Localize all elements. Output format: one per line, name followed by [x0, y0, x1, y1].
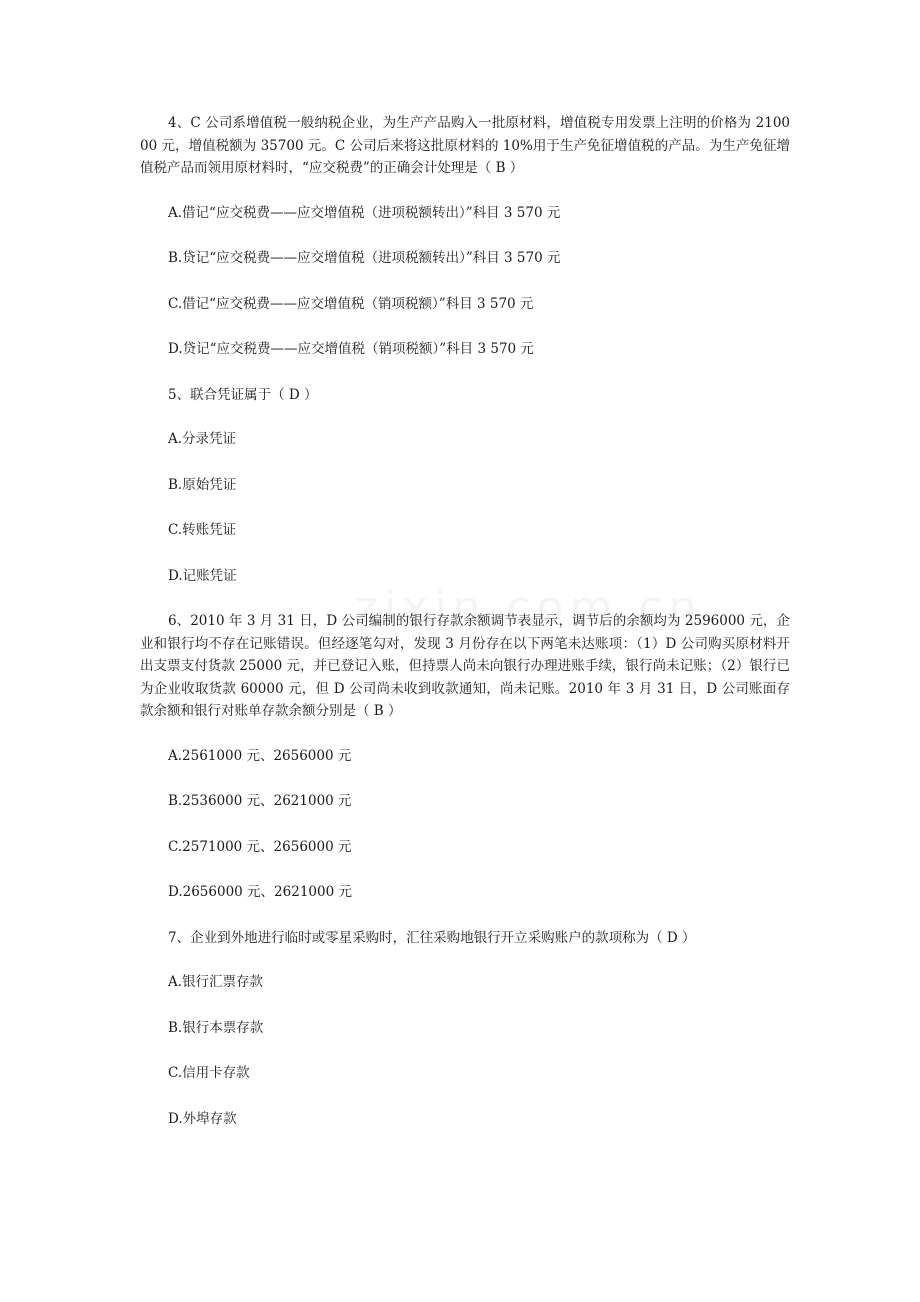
answer-option: C.转账凭证: [168, 522, 237, 538]
question-text: 5、联合凭证属于（ D ）: [168, 386, 318, 403]
question-block: [140, 927, 790, 1131]
answer-option: C.信用卡存款: [168, 1065, 250, 1081]
answer-option: B.2536000 元、2621000 元: [168, 793, 352, 809]
answer-option: C.借记“应交税费——应交增值税（销项税额）”科目 3 570 元: [168, 295, 534, 312]
answer-option: D.贷记“应交税费——应交增值税（销项税额）”科目 3 570 元: [168, 341, 534, 357]
answer-option: D.外埠存款: [168, 1110, 237, 1127]
answer-option: A.借记“应交税费——应交增值税（进项税额转出）”科目 3 570 元: [168, 204, 561, 221]
answer-option: D.2656000 元、2621000 元: [168, 884, 352, 900]
answer-option: A.2561000 元、2656000 元: [168, 747, 352, 764]
question-block: [140, 610, 790, 904]
question-text: 4、C 公司系增值税一般纳税企业，为生产产品购入一批原材料，增值税专用发票上注明的价格为 210000 元，增值税额为 35700 元。C 公司后来将这批原材料的 10%用于生产免征增值税的产品。为生产免征增值税产品而领用原材料时，“应交税费”的正确会计处理是（ B ）: [140, 115, 790, 176]
question-text: 7、企业到外地进行临时或零星采购时，汇往采购地银行开立采购账户的款项称为（ D ）: [168, 929, 696, 946]
question-block: [140, 384, 790, 588]
question-list: [140, 112, 790, 1153]
answer-option: A.银行汇票存款: [168, 974, 264, 990]
answer-option: A.分录凭证: [168, 431, 237, 447]
answer-option: D.记账凭证: [168, 567, 237, 584]
answer-option: B.银行本票存款: [168, 1019, 264, 1036]
question-text: 6、2010 年 3 月 31 日，D 公司编制的银行存款余额调节表显示，调节后的余额均为 2596000 元，企业和银行均不存在记账错误。但经逐笔勾对，发现 3 月份存在以下两笔未达账项：（1）D 公司购买原材料开出支票支付货款 25000 元，并已登记入账，但持票人尚未向银行办理进账手续，银行尚未记账；（2）银行已为企业收取货款 60000 元，但 D 公司尚未收到收款通知，尚未记账。2010 年 3 月 31 日，D 公司账面存款余额和银行对账单存款余额分别是（ B ）: [140, 613, 790, 719]
question-block: [140, 112, 790, 361]
answer-option: B.原始凭证: [168, 476, 237, 493]
answer-option: B.贷记“应交税费——应交增值税（进项税额转出）”科目 3 570 元: [168, 250, 561, 266]
answer-option: C.2571000 元、2656000 元: [168, 838, 352, 855]
